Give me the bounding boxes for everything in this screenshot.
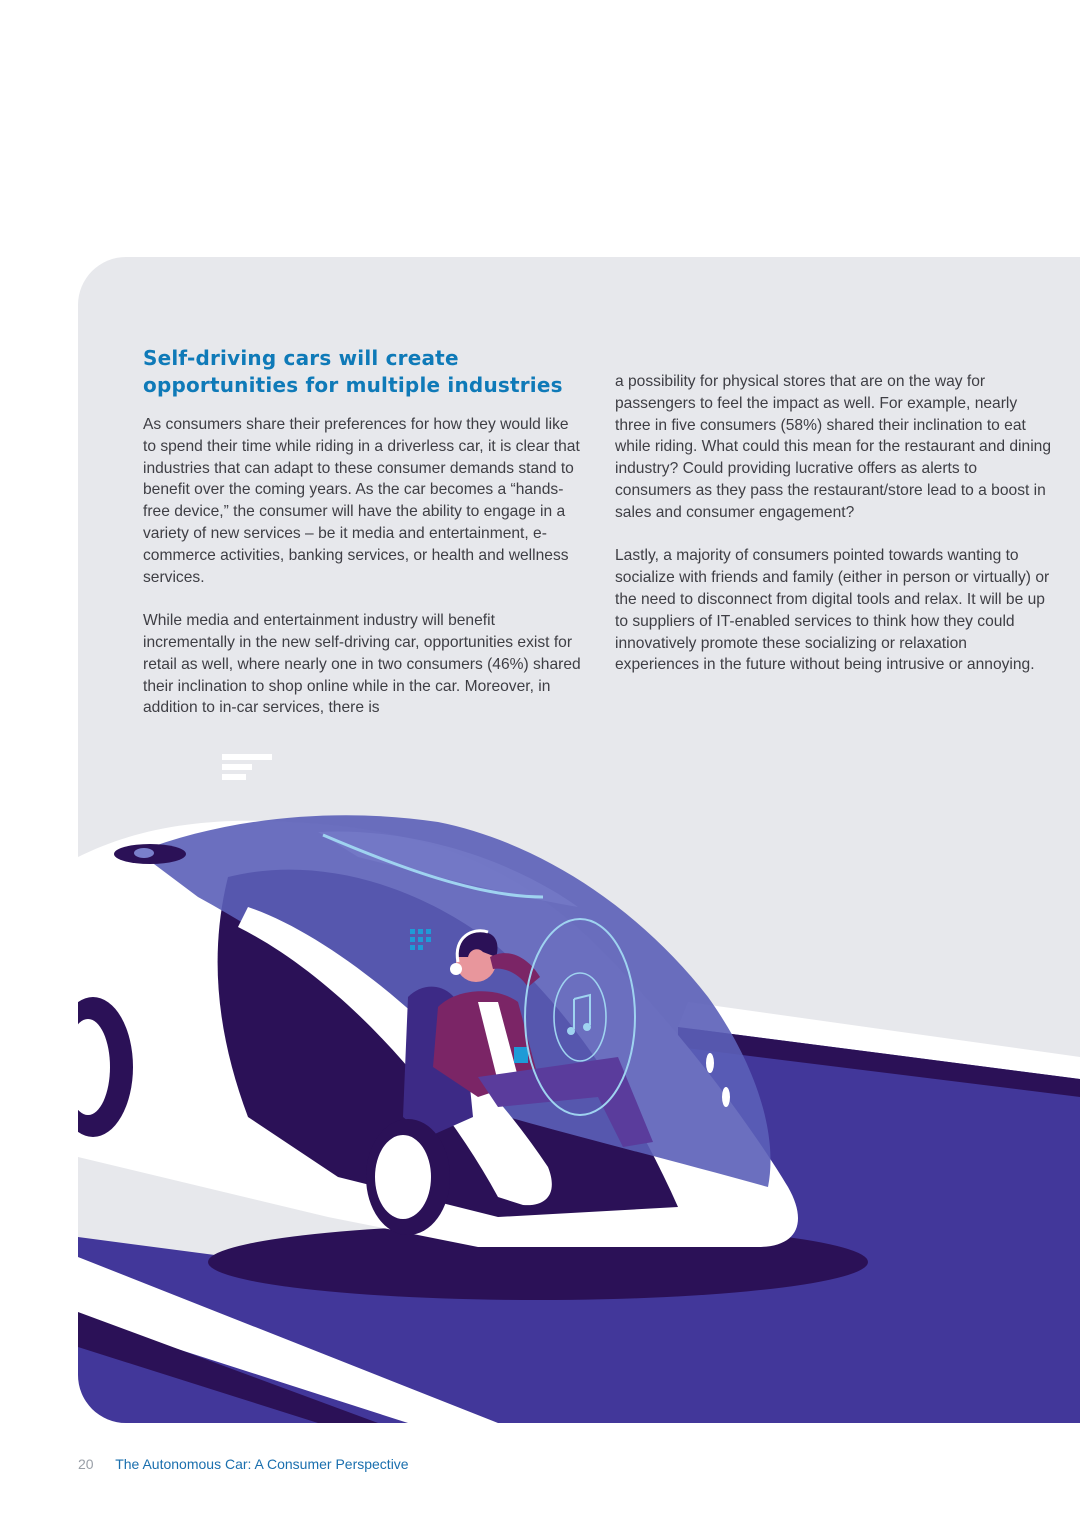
section-heading [143,345,563,399]
right-paragraph-1: a possibility for physical stores that are on the way for passengers to feel the impact as well. For example, nearly three in five consumers (58%) shared their inclination to eat while riding. What could this mean for the restaurant and dining industry? Could providing lucrative offers as alerts to consumers as they pass the restaurant/store lead to a boost in sales and consumer engagement? [615,373,1052,521]
heading-line-2: opportunities for multiple industries [143,373,563,397]
right-column [615,371,1055,698]
heading-line-1: Self-driving cars will create [143,346,459,370]
publication-title: The Autonomous Car: A Consumer Perspective [115,1456,409,1472]
left-paragraph-1: As consumers share their preferences for how they would like to spend their time while riding in a driverless car, it is clear that industries that can adapt to these consumer demands stand to benefit over the coming years. As the car becomes a “hands-free device,” the consumer will have the ability to engage in a variety of new services – be it media and entertainment, e-commerce activities, banking services, or health and wellness services. [143,416,580,586]
speed-lines-icon [222,754,272,780]
drink-cup [514,1047,528,1063]
front-wheel [366,1119,450,1235]
right-paragraph-2: Lastly, a majority of consumers pointed towards wanting to socialize with friends and family (either in person or virtually) or the need to disconnect from digital tools and relax. It will be up to suppliers of IT-enabled services to think how they could innovatively promote these socializing or relaxation experiences in the future without being intrusive or annoying. [615,547,1050,674]
page-footer [78,1456,409,1472]
left-column [143,414,583,741]
left-paragraph-2: While media and entertainment industry will benefit incrementally in the new self-driving car, opportunities exist for retail as well, where nearly one in two consumers (46%) shared their inclination to shop online while in the car. Moreover, in addition to in-car services, there is [143,612,581,717]
page-number: 20 [78,1456,94,1472]
